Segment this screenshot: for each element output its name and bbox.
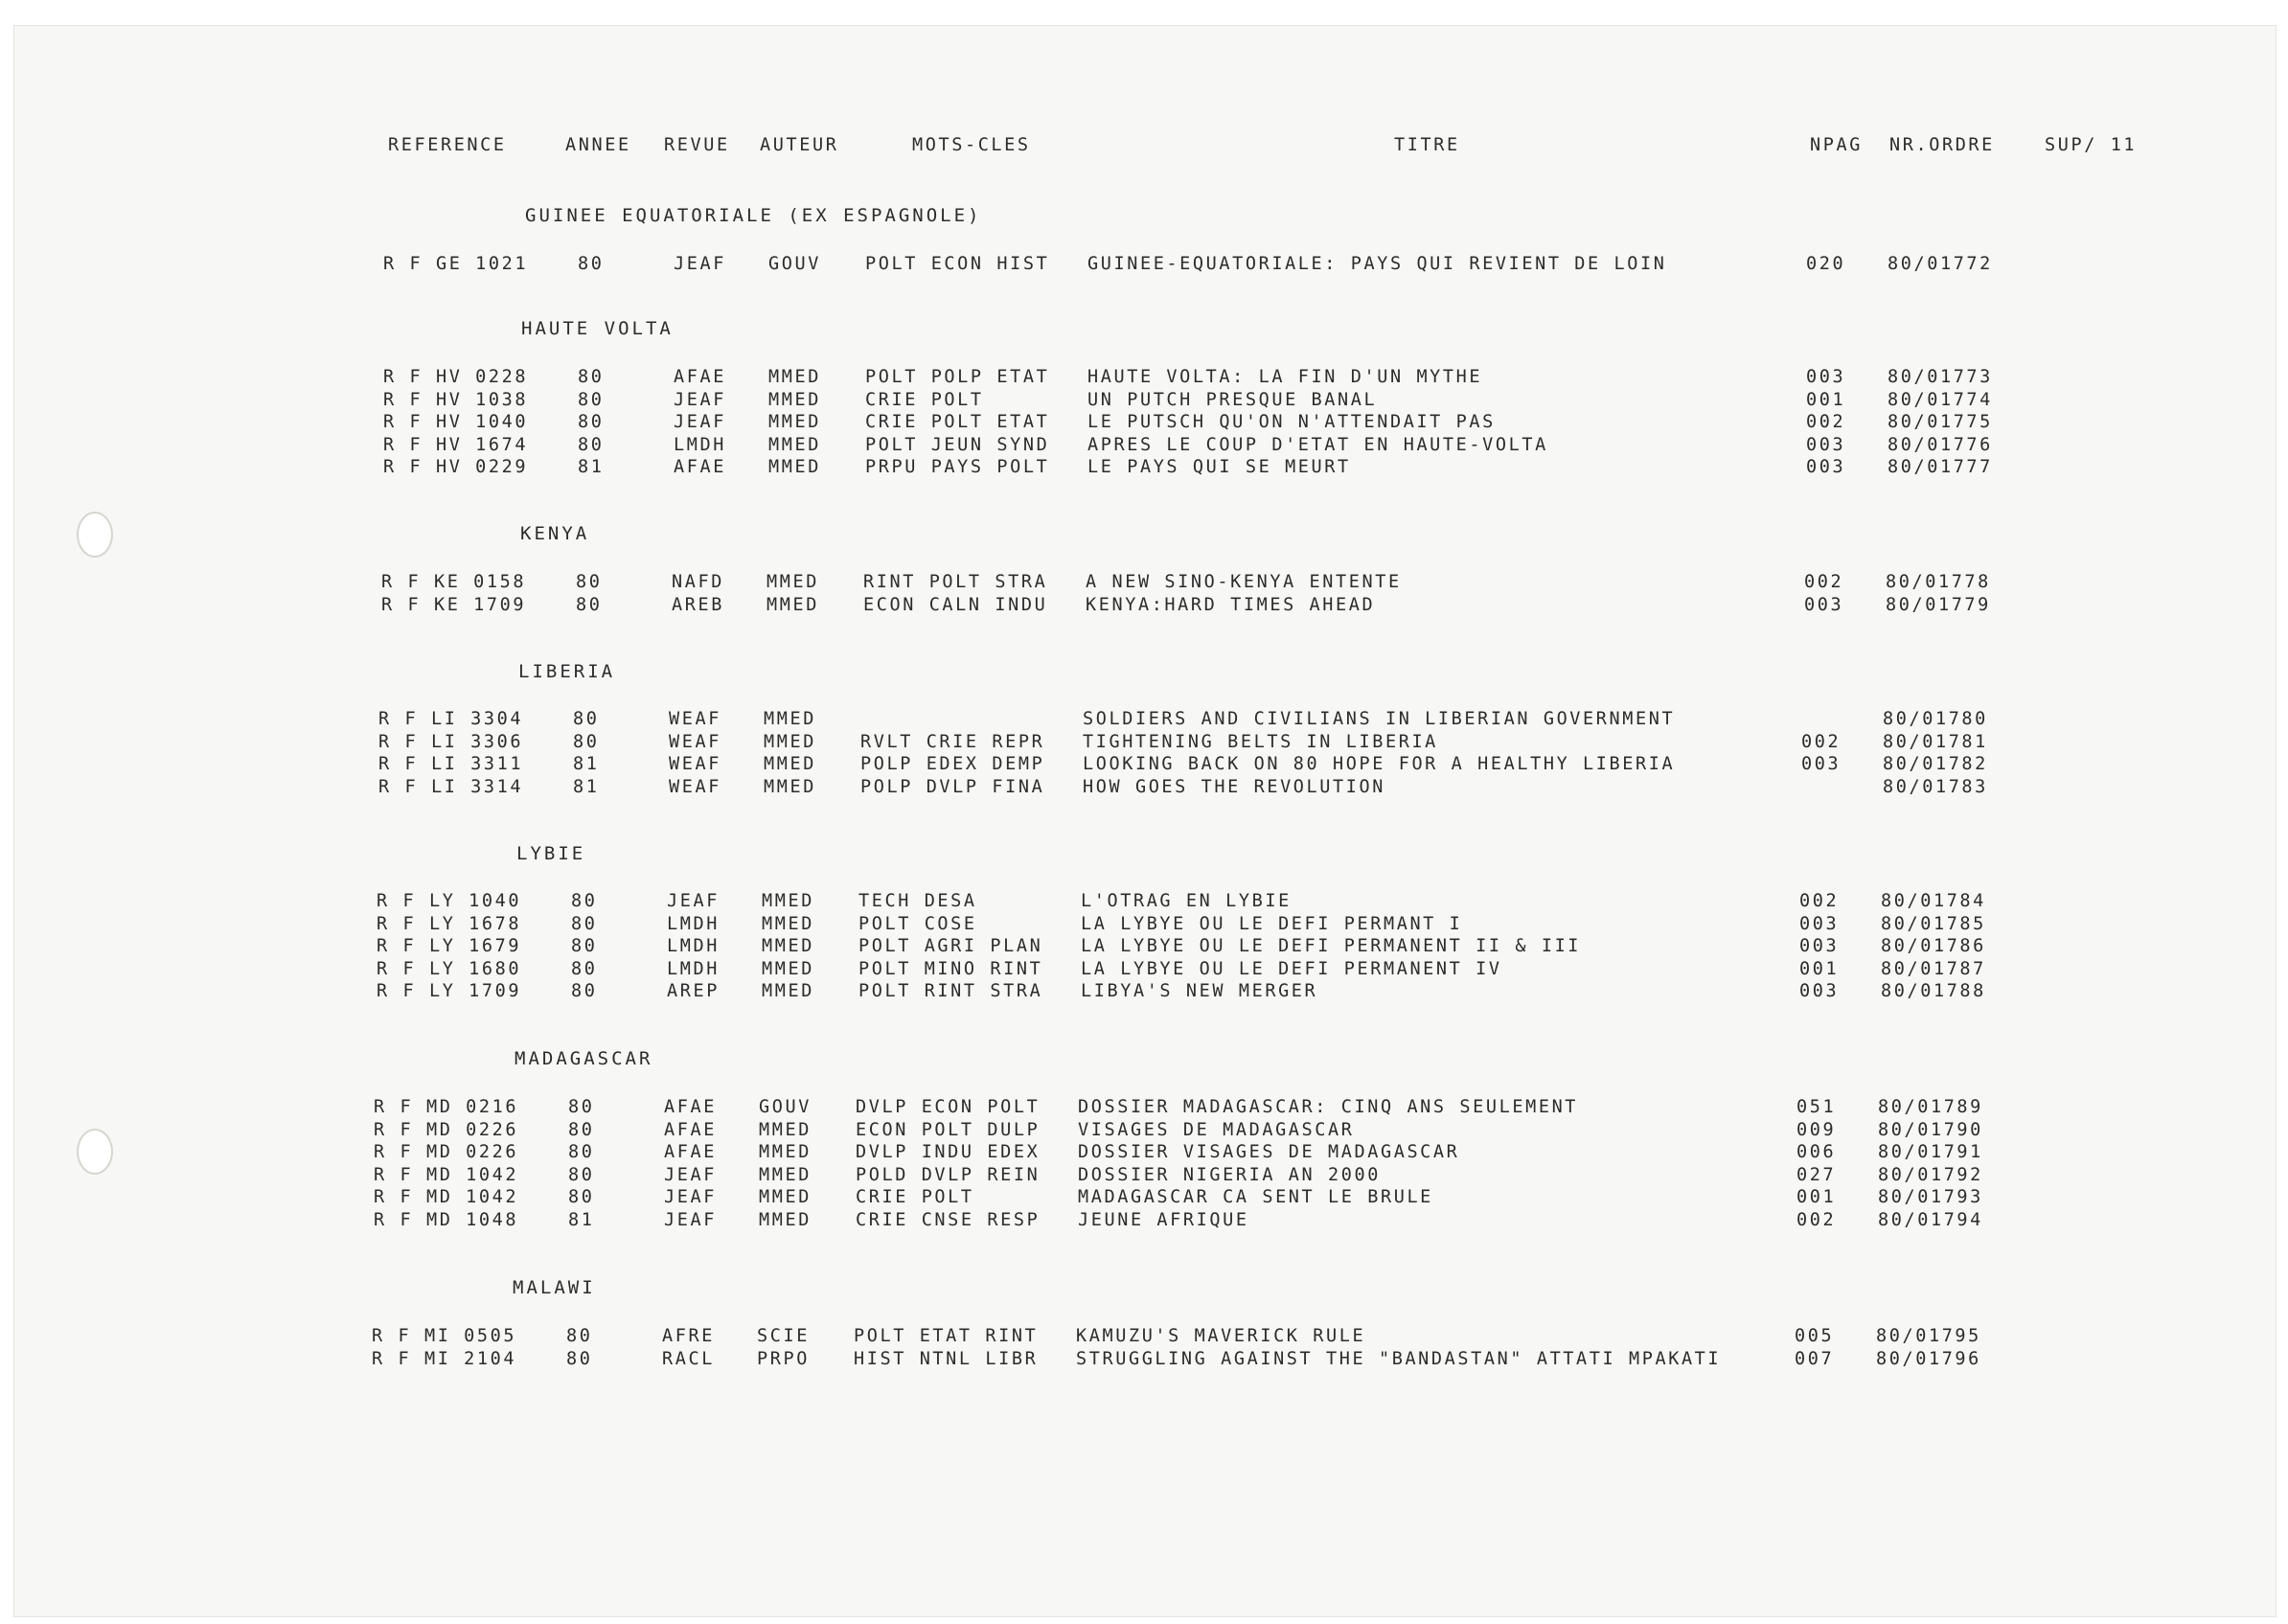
keywords-cell: RVLT CRIE REPR	[860, 732, 1045, 752]
revue-cell: WEAF	[669, 754, 721, 774]
reference-cell: R F MD 0226	[374, 1120, 519, 1140]
section-heading: MALAWI	[513, 1277, 596, 1298]
revue-cell: JEAF	[674, 254, 726, 274]
reference-cell: R F LI 3311	[378, 754, 524, 774]
keywords-cell: POLT COSE	[858, 914, 977, 934]
table-row	[0, 572, 2286, 593]
npag-cell: 002	[1801, 732, 1842, 752]
table-row	[0, 754, 2283, 775]
table-row	[0, 891, 2281, 912]
revue-cell: AFAE	[664, 1142, 717, 1162]
table-row	[0, 1349, 2277, 1370]
header-annee: ANNEE	[565, 135, 631, 155]
revue-cell: WEAF	[669, 777, 721, 797]
order-number-cell: 80/01774	[1888, 390, 1993, 410]
table-row	[0, 1165, 2278, 1186]
keywords-cell: POLT JEUN SYND	[865, 435, 1050, 455]
revue-cell: LMDH	[667, 914, 720, 934]
table-row	[0, 457, 2288, 478]
table-row	[0, 254, 2288, 275]
reference-cell: R F LY 1709	[377, 981, 522, 1001]
order-number-cell: 80/01776	[1888, 435, 1993, 455]
order-number-cell: 80/01777	[1888, 457, 1993, 477]
reference-cell: R F HV 0228	[383, 367, 529, 387]
keywords-cell: HIST NTNL LIBR	[854, 1349, 1039, 1369]
keywords-cell: POLD DVLP REIN	[856, 1165, 1041, 1185]
title-cell: LE PUTSCH QU'ON N'ATTENDAIT PAS	[1087, 412, 1496, 432]
title-cell: LA LYBYE OU LE DEFI PERMANT I	[1081, 914, 1463, 934]
npag-cell: 002	[1806, 412, 1846, 432]
header-sup: SUP/ 11	[2045, 135, 2138, 155]
year-cell: 80	[578, 390, 605, 410]
order-number-cell: 80/01778	[1886, 572, 1991, 592]
title-cell: DOSSIER MADAGASCAR: CINQ ANS SEULEMENT	[1078, 1097, 1579, 1117]
revue-cell: LMDH	[667, 959, 720, 979]
npag-cell: 007	[1795, 1349, 1835, 1369]
title-cell: L'OTRAG EN LYBIE	[1081, 891, 1292, 911]
year-cell: 80	[568, 1097, 595, 1117]
table-row	[0, 959, 2281, 980]
header-revue: REVUE	[664, 135, 730, 155]
npag-cell: 003	[1806, 457, 1846, 477]
table-row	[0, 936, 2281, 957]
reference-cell: R F HV 1674	[383, 435, 529, 455]
table-row	[0, 981, 2281, 1002]
year-cell: 80	[566, 1326, 593, 1346]
auteur-cell: MMED	[764, 709, 816, 729]
revue-cell: JEAF	[674, 390, 726, 410]
header-npag: NPAG	[1810, 135, 1863, 155]
auteur-cell: GOUV	[759, 1097, 812, 1117]
header-mots-cles: MOTS-CLES	[912, 135, 1031, 155]
reference-cell: R F HV 1038	[383, 390, 529, 410]
order-number-cell: 80/01789	[1878, 1097, 1983, 1117]
table-row	[0, 1097, 2278, 1118]
year-cell: 80	[571, 936, 598, 956]
auteur-cell: MMED	[759, 1187, 812, 1207]
title-cell: LA LYBYE OU LE DEFI PERMANENT II & III	[1081, 936, 1582, 956]
table-row	[0, 1326, 2277, 1347]
year-cell: 80	[571, 914, 598, 934]
order-number-cell: 80/01792	[1878, 1165, 1983, 1185]
year-cell: 80	[568, 1142, 595, 1162]
order-number-cell: 80/01785	[1881, 914, 1986, 934]
order-number-cell: 80/01773	[1888, 367, 1993, 387]
year-cell: 81	[578, 457, 605, 477]
keywords-cell: CRIE POLT ETAT	[865, 412, 1050, 432]
reference-cell: R F LY 1678	[377, 914, 522, 934]
reference-cell: R F KE 1709	[381, 595, 527, 615]
npag-cell: 001	[1806, 390, 1846, 410]
revue-cell: RACL	[662, 1349, 715, 1369]
auteur-cell: MMED	[762, 891, 814, 911]
order-number-cell: 80/01793	[1878, 1187, 1983, 1207]
auteur-cell: MMED	[762, 914, 814, 934]
auteur-cell: MMED	[762, 981, 814, 1001]
title-cell: JEUNE AFRIQUE	[1078, 1210, 1249, 1230]
header-titre: TITRE	[1394, 135, 1460, 155]
npag-cell: 027	[1796, 1165, 1837, 1185]
table-row	[0, 1120, 2278, 1141]
table-row	[0, 435, 2288, 456]
title-cell: KAMUZU'S MAVERICK RULE	[1076, 1326, 1366, 1346]
npag-cell: 051	[1796, 1097, 1837, 1117]
reference-cell: R F LY 1040	[377, 891, 522, 911]
order-number-cell: 80/01786	[1881, 936, 1986, 956]
title-cell: LOOKING BACK ON 80 HOPE FOR A HEALTHY LIBERIA	[1083, 754, 1676, 774]
order-number-cell: 80/01782	[1883, 754, 1988, 774]
revue-cell: JEAF	[667, 891, 720, 911]
section-heading: HAUTE VOLTA	[521, 318, 674, 339]
auteur-cell: MMED	[764, 754, 816, 774]
keywords-cell: RINT POLT STRA	[863, 572, 1048, 592]
table-row	[0, 914, 2281, 935]
year-cell: 80	[578, 435, 605, 455]
revue-cell: AFAE	[674, 457, 726, 477]
auteur-cell: MMED	[759, 1165, 812, 1185]
auteur-cell: MMED	[768, 412, 821, 432]
npag-cell: 005	[1795, 1326, 1835, 1346]
table-row	[0, 390, 2288, 411]
year-cell: 80	[566, 1349, 593, 1369]
title-cell: HAUTE VOLTA: LA FIN D'UN MYTHE	[1087, 367, 1483, 387]
title-cell: LIBYA'S NEW MERGER	[1081, 981, 1318, 1001]
section-heading: MADAGASCAR	[515, 1048, 653, 1069]
reference-cell: R F MD 1042	[374, 1187, 519, 1207]
auteur-cell: MMED	[768, 390, 821, 410]
reference-cell: R F KE 0158	[381, 572, 527, 592]
keywords-cell: TECH DESA	[858, 891, 977, 911]
reference-cell: R F HV 0229	[383, 457, 529, 477]
order-number-cell: 80/01791	[1878, 1142, 1983, 1162]
year-cell: 81	[568, 1210, 595, 1230]
title-cell: GUINEE-EQUATORIALE: PAYS QUI REVIENT DE LOIN	[1087, 254, 1667, 274]
order-number-cell: 80/01784	[1881, 891, 1986, 911]
title-cell: MADAGASCAR CA SENT LE BRULE	[1078, 1187, 1433, 1207]
npag-cell: 003	[1799, 914, 1840, 934]
npag-cell: 003	[1806, 367, 1846, 387]
header-reference: REFERENCE	[388, 135, 507, 155]
section-heading: KENYA	[520, 523, 590, 544]
order-number-cell: 80/01775	[1888, 412, 1993, 432]
npag-cell: 002	[1796, 1210, 1837, 1230]
revue-cell: JEAF	[664, 1210, 717, 1230]
keywords-cell: CRIE POLT	[856, 1187, 974, 1207]
npag-cell: 003	[1799, 936, 1840, 956]
reference-cell: R F MD 1042	[374, 1165, 519, 1185]
npag-cell: 002	[1804, 572, 1844, 592]
title-cell: HOW GOES THE REVOLUTION	[1083, 777, 1385, 797]
reference-cell: R F GE 1021	[383, 254, 529, 274]
order-number-cell: 80/01772	[1888, 254, 1993, 274]
revue-cell: JEAF	[674, 412, 726, 432]
reference-cell: R F MI 2104	[372, 1349, 517, 1369]
keywords-cell: POLT RINT STRA	[858, 981, 1043, 1001]
keywords-cell: POLT AGRI PLAN	[858, 936, 1043, 956]
npag-cell: 001	[1796, 1187, 1837, 1207]
keywords-cell: POLT MINO RINT	[858, 959, 1043, 979]
npag-cell: 002	[1799, 891, 1840, 911]
table-row	[0, 595, 2286, 616]
year-cell: 80	[573, 709, 600, 729]
revue-cell: AFRE	[662, 1326, 715, 1346]
title-cell: DOSSIER NIGERIA AN 2000	[1078, 1165, 1381, 1185]
keywords-cell: DVLP ECON POLT	[856, 1097, 1041, 1117]
order-number-cell: 80/01795	[1876, 1326, 1981, 1346]
order-number-cell: 80/01783	[1883, 777, 1988, 797]
keywords-cell: ECON CALN INDU	[863, 595, 1048, 615]
year-cell: 80	[576, 572, 603, 592]
table-row	[0, 412, 2288, 433]
auteur-cell: MMED	[768, 435, 821, 455]
auteur-cell: PRPO	[757, 1349, 810, 1369]
keywords-cell: POLP EDEX DEMP	[860, 754, 1045, 774]
npag-cell: 003	[1799, 981, 1840, 1001]
reference-cell: R F MD 0226	[374, 1142, 519, 1162]
auteur-cell: MMED	[759, 1210, 812, 1230]
keywords-cell: DVLP INDU EDEX	[856, 1142, 1041, 1162]
reference-cell: R F MI 0505	[372, 1326, 517, 1346]
keywords-cell: PRPU PAYS POLT	[865, 457, 1050, 477]
reference-cell: R F LI 3306	[378, 732, 524, 752]
revue-cell: JEAF	[664, 1165, 717, 1185]
year-cell: 80	[578, 254, 605, 274]
revue-cell: NAFD	[672, 572, 724, 592]
revue-cell: WEAF	[669, 732, 721, 752]
year-cell: 80	[573, 732, 600, 752]
table-row	[0, 1187, 2278, 1208]
auteur-cell: MMED	[764, 777, 816, 797]
auteur-cell: MMED	[768, 457, 821, 477]
punch-hole-top	[77, 512, 113, 558]
year-cell: 80	[571, 891, 598, 911]
keywords-cell: CRIE POLT	[865, 390, 984, 410]
year-cell: 80	[578, 412, 605, 432]
order-number-cell: 80/01796	[1876, 1349, 1981, 1369]
title-cell: A NEW SINO-KENYA ENTENTE	[1086, 572, 1402, 592]
npag-cell: 001	[1799, 959, 1840, 979]
reference-cell: R F LY 1679	[377, 936, 522, 956]
auteur-cell: MMED	[766, 595, 819, 615]
keywords-cell: POLT POLP ETAT	[865, 367, 1050, 387]
order-number-cell: 80/01780	[1883, 709, 1988, 729]
title-cell: KENYA:HARD TIMES AHEAD	[1086, 595, 1376, 615]
header-auteur: AUTEUR	[760, 135, 839, 155]
npag-cell: 003	[1801, 754, 1842, 774]
npag-cell: 020	[1806, 254, 1846, 274]
revue-cell: AREP	[667, 981, 720, 1001]
reference-cell: R F HV 1040	[383, 412, 529, 432]
title-cell: LA LYBYE OU LE DEFI PERMANENT IV	[1081, 959, 1502, 979]
title-cell: UN PUTCH PRESQUE BANAL	[1087, 390, 1378, 410]
npag-cell: 003	[1804, 595, 1844, 615]
year-cell: 81	[573, 754, 600, 774]
title-cell: LE PAYS QUI SE MEURT	[1087, 457, 1351, 477]
year-cell: 80	[576, 595, 603, 615]
auteur-cell: MMED	[766, 572, 819, 592]
reference-cell: R F LI 3314	[378, 777, 524, 797]
revue-cell: AFAE	[674, 367, 726, 387]
npag-cell: 006	[1796, 1142, 1837, 1162]
reference-cell: R F LY 1680	[377, 959, 522, 979]
order-number-cell: 80/01781	[1883, 732, 1988, 752]
keywords-cell: POLT ETAT RINT	[854, 1326, 1039, 1346]
section-heading: LIBERIA	[518, 661, 616, 682]
order-number-cell: 80/01790	[1878, 1120, 1983, 1140]
revue-cell: AFAE	[664, 1120, 717, 1140]
revue-cell: JEAF	[664, 1187, 717, 1207]
year-cell: 80	[568, 1187, 595, 1207]
reference-cell: R F LI 3304	[378, 709, 524, 729]
order-number-cell: 80/01779	[1886, 595, 1991, 615]
year-cell: 80	[568, 1165, 595, 1185]
table-row	[0, 1142, 2278, 1163]
revue-cell: LMDH	[674, 435, 726, 455]
reference-cell: R F MD 0216	[374, 1097, 519, 1117]
npag-cell: 003	[1806, 435, 1846, 455]
title-cell: SOLDIERS AND CIVILIANS IN LIBERIAN GOVERNMENT	[1083, 709, 1676, 729]
reference-cell: R F MD 1048	[374, 1210, 519, 1230]
auteur-cell: MMED	[759, 1142, 812, 1162]
year-cell: 80	[571, 959, 598, 979]
year-cell: 80	[578, 367, 605, 387]
keywords-cell: POLT ECON HIST	[865, 254, 1050, 274]
keywords-cell: POLP DVLP FINA	[860, 777, 1045, 797]
year-cell: 80	[568, 1120, 595, 1140]
revue-cell: AREB	[672, 595, 724, 615]
npag-cell: 009	[1796, 1120, 1837, 1140]
section-heading: GUINEE EQUATORIALE (EX ESPAGNOLE)	[525, 205, 982, 226]
order-number-cell: 80/01794	[1878, 1210, 1983, 1230]
auteur-cell: GOUV	[768, 254, 821, 274]
section-heading: LYBIE	[516, 843, 586, 864]
title-cell: STRUGGLING AGAINST THE "BANDASTAN" ATTATI MPAKATI	[1076, 1349, 1722, 1369]
order-number-cell: 80/01787	[1881, 959, 1986, 979]
table-row	[0, 1210, 2278, 1231]
header-nr-ordre: NR.ORDRE	[1889, 135, 1995, 155]
revue-cell: AFAE	[664, 1097, 717, 1117]
table-row	[0, 709, 2283, 730]
title-cell: VISAGES DE MADAGASCAR	[1078, 1120, 1355, 1140]
auteur-cell: MMED	[759, 1120, 812, 1140]
auteur-cell: MMED	[764, 732, 816, 752]
auteur-cell: MMED	[762, 959, 814, 979]
title-cell: TIGHTENING BELTS IN LIBERIA	[1083, 732, 1438, 752]
title-cell: DOSSIER VISAGES DE MADAGASCAR	[1078, 1142, 1460, 1162]
year-cell: 81	[573, 777, 600, 797]
auteur-cell: MMED	[762, 936, 814, 956]
keywords-cell: CRIE CNSE RESP	[856, 1210, 1041, 1230]
year-cell: 80	[571, 981, 598, 1001]
auteur-cell: SCIE	[757, 1326, 810, 1346]
revue-cell: WEAF	[669, 709, 721, 729]
revue-cell: LMDH	[667, 936, 720, 956]
order-number-cell: 80/01788	[1881, 981, 1986, 1001]
title-cell: APRES LE COUP D'ETAT EN HAUTE-VOLTA	[1087, 435, 1548, 455]
table-row	[0, 732, 2283, 753]
table-row	[0, 367, 2288, 388]
keywords-cell: ECON POLT DULP	[856, 1120, 1041, 1140]
table-row	[0, 777, 2283, 798]
auteur-cell: MMED	[768, 367, 821, 387]
